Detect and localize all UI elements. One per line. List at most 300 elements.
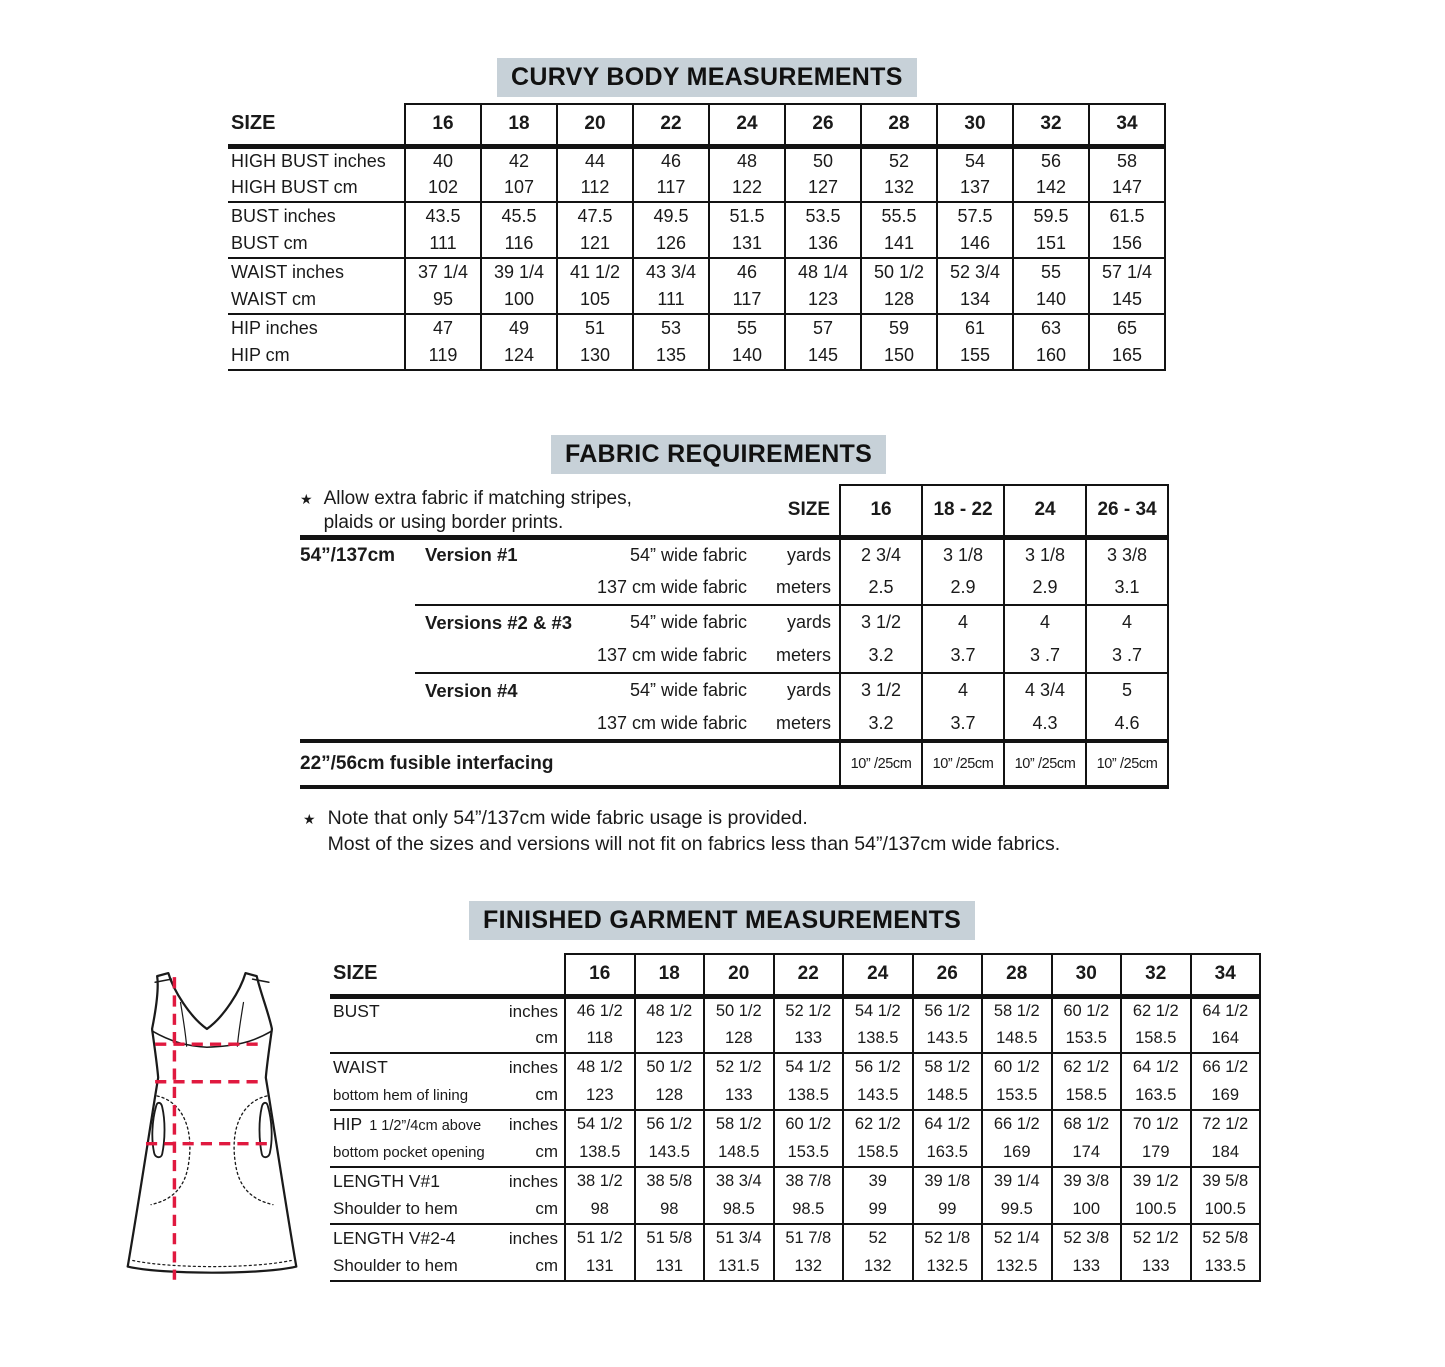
value-cell: 3 .7: [1004, 639, 1086, 673]
value-cell: 3.1: [1086, 571, 1168, 605]
value-cell: 169: [982, 1139, 1052, 1168]
fabric-row-v23-meters: [300, 639, 1168, 673]
value-cell: 51 7/8: [774, 1224, 844, 1253]
value-cell: 141: [861, 230, 937, 258]
value-cell: 123: [635, 1025, 705, 1054]
value-cell: 44: [557, 146, 633, 174]
value-cell: 54 1/2: [843, 996, 913, 1025]
row-label: [330, 1224, 565, 1253]
value-cell: 138.5: [774, 1082, 844, 1111]
value-cell: 39 1/8: [913, 1167, 983, 1196]
value-cell: 111: [405, 230, 481, 258]
value-cell: 117: [709, 286, 785, 314]
value-cell: 56 1/2: [635, 1110, 705, 1139]
unit-label: yards: [763, 673, 840, 707]
value-cell: 52: [843, 1224, 913, 1253]
waist-group: [330, 1053, 1260, 1110]
value-cell: 37 1/4: [405, 258, 481, 286]
unit-label: cm: [535, 1028, 558, 1048]
value-cell: 124: [481, 342, 557, 370]
fabric-size-label: SIZE: [763, 485, 840, 537]
value-cell: 164: [1191, 1025, 1261, 1054]
value-cell: 50 1/2: [635, 1053, 705, 1082]
version-label: Version #1: [425, 544, 518, 566]
measure-name: BUST: [333, 1001, 380, 1021]
value-cell: 131: [635, 1253, 705, 1282]
value-cell: 100: [1052, 1196, 1122, 1225]
value-cell: 158.5: [1121, 1025, 1191, 1054]
fabric-note-line1: Allow extra fabric if matching stripes,: [323, 488, 632, 509]
value-cell: 52 1/4: [982, 1224, 1052, 1253]
value-cell: 43.5: [405, 202, 481, 230]
body-measurements-table: [228, 103, 1166, 371]
value-cell: 134: [937, 286, 1013, 314]
footnote-line2: Most of the sizes and versions will not fit on fabrics less than 54”/137cm wide fabrics.: [327, 832, 1061, 855]
value-cell: 148.5: [913, 1082, 983, 1111]
value-cell: 4 3/4: [1004, 673, 1086, 707]
version-label: [415, 707, 587, 741]
value-cell: 132.5: [982, 1253, 1052, 1282]
unit-label: cm: [535, 1199, 558, 1219]
value-cell: 122: [709, 174, 785, 202]
value-cell: 98.5: [704, 1196, 774, 1225]
row-label: [330, 1167, 565, 1196]
fabric-note-cell: [300, 485, 763, 537]
measure-subnote: Shoulder to hem: [333, 1199, 458, 1219]
size-header-cell: 24: [709, 104, 785, 146]
fabric-note-text: [324, 487, 632, 535]
value-cell: 48 1/4: [785, 258, 861, 286]
value-cell: 119: [405, 342, 481, 370]
value-cell: 135: [633, 342, 709, 370]
row-label: [330, 1025, 565, 1054]
row-label: [330, 1253, 565, 1282]
star-icon: ★: [300, 491, 313, 507]
value-cell: 95: [405, 286, 481, 314]
table-row: [330, 996, 1260, 1025]
fabric-desc: 137 cm wide fabric: [596, 712, 748, 733]
value-cell: 52 1/2: [704, 1053, 774, 1082]
value-cell: 126: [633, 230, 709, 258]
value-cell: 48 1/2: [635, 996, 705, 1025]
value-cell: 45.5: [481, 202, 557, 230]
version-label: Versions #2 & #3: [415, 605, 587, 639]
value-cell: 150: [861, 342, 937, 370]
unit-label: cm: [535, 1256, 558, 1276]
table-row: [228, 286, 1165, 314]
value-cell: 107: [481, 174, 557, 202]
size-header-cell: 26 - 34: [1086, 485, 1168, 537]
value-cell: 64 1/2: [1121, 1053, 1191, 1082]
value-cell: 132.5: [913, 1253, 983, 1282]
row-label: HIP cm: [228, 342, 405, 370]
fabric-footnote-text: [328, 806, 1061, 857]
value-cell: 165: [1089, 342, 1165, 370]
fabric-desc: 54” wide fabric: [587, 673, 763, 707]
size-header-cell: 30: [1052, 954, 1122, 996]
value-cell: 140: [709, 342, 785, 370]
value-cell: 47: [405, 314, 481, 342]
value-cell: 143.5: [843, 1082, 913, 1111]
row-label: BUST cm: [228, 230, 405, 258]
value-cell: 148.5: [982, 1025, 1052, 1054]
table-row: [330, 1139, 1260, 1168]
value-cell: 98.5: [774, 1196, 844, 1225]
measure-note: 1 1/2”/4cm above: [369, 1118, 482, 1135]
value-cell: 102: [405, 174, 481, 202]
fabric-width-label: [300, 707, 415, 741]
value-cell: 48 1/2: [565, 1053, 635, 1082]
table-row: [330, 1053, 1260, 1082]
value-cell: 140: [1013, 286, 1089, 314]
value-cell: 54: [937, 146, 1013, 174]
row-label: [330, 1196, 565, 1225]
value-cell: 46: [709, 258, 785, 286]
size-label: SIZE: [330, 954, 565, 996]
garment-measurements-table: [330, 953, 1261, 1282]
hip-group: [228, 314, 1165, 370]
value-cell: 132: [774, 1253, 844, 1282]
fabric-width-label: [300, 673, 415, 707]
value-cell: 133: [1052, 1253, 1122, 1282]
row-label: BUST inches: [231, 206, 336, 226]
size-header-cell: 24: [843, 954, 913, 996]
value-cell: 39 1/4: [982, 1167, 1052, 1196]
value-cell: 131: [565, 1253, 635, 1282]
fabric-row-v1-yards: [300, 537, 1168, 571]
value-cell: 40: [405, 146, 481, 174]
value-cell: 100.5: [1191, 1196, 1261, 1225]
table-row: [330, 1196, 1260, 1225]
table-row: [228, 146, 1165, 174]
row-label: WAIST inches: [231, 262, 345, 282]
version-label: [415, 639, 587, 673]
fabric-requirements-title: FABRIC REQUIREMENTS: [551, 435, 886, 474]
value-cell: 51 3/4: [704, 1224, 774, 1253]
value-cell: 127: [785, 174, 861, 202]
value-cell: 56: [1013, 146, 1089, 174]
table-row: [330, 1224, 1260, 1253]
unit-label: inches: [508, 1002, 558, 1021]
value-cell: 64 1/2: [913, 1110, 983, 1139]
value-cell: 4.6: [1086, 707, 1168, 741]
value-cell: 38 1/2: [565, 1167, 635, 1196]
size-header-cell: 26: [913, 954, 983, 996]
value-cell: 174: [1052, 1139, 1122, 1168]
fabric-row-v23-yards: [300, 605, 1168, 639]
value-cell: 138.5: [565, 1139, 635, 1168]
size-header-cell: 34: [1191, 954, 1261, 996]
fabric-desc: 54” wide fabric: [629, 544, 748, 565]
unit-label: meters: [776, 712, 832, 733]
value-cell: 66 1/2: [982, 1110, 1052, 1139]
value-cell: 3 3/8: [1086, 537, 1168, 571]
value-cell: 100: [481, 286, 557, 314]
table-row: [228, 258, 1165, 286]
size-header-cell: 16: [405, 104, 481, 146]
value-cell: 51: [557, 314, 633, 342]
value-cell: 105: [557, 286, 633, 314]
value-cell: 63: [1013, 314, 1089, 342]
measure-name: LENGTH V#1: [333, 1171, 440, 1192]
size-header-cell: 26: [785, 104, 861, 146]
value-cell: 46: [633, 146, 709, 174]
unit-label: cm: [535, 1142, 558, 1162]
value-cell: 179: [1121, 1139, 1191, 1168]
size-header-cell: 18: [635, 954, 705, 996]
size-label: SIZE: [228, 104, 405, 146]
value-cell: 57: [785, 314, 861, 342]
value-cell: 48: [709, 146, 785, 174]
measure-subnote: Shoulder to hem: [333, 1256, 458, 1276]
bust-group: [330, 996, 1260, 1053]
unit-label: inches: [508, 1172, 558, 1192]
value-cell: 146: [937, 230, 1013, 258]
fabric-width-label: [300, 605, 415, 639]
value-cell: 145: [1089, 286, 1165, 314]
measure-subnote: bottom hem of lining: [333, 1087, 469, 1105]
length-v1-group: [330, 1167, 1260, 1224]
value-cell: 4: [1086, 605, 1168, 639]
value-cell: 50 1/2: [704, 996, 774, 1025]
star-icon: ★: [303, 811, 316, 827]
value-cell: 99: [913, 1196, 983, 1225]
row-label: [330, 1053, 565, 1082]
fabric-row-v4-yards: [300, 673, 1168, 707]
value-cell: 52 3/4: [937, 258, 1013, 286]
value-cell: 3.2: [840, 639, 922, 673]
measure-name: HIP: [333, 1114, 363, 1135]
fabric-row-v1-meters: [300, 571, 1168, 605]
value-cell: 60 1/2: [982, 1053, 1052, 1082]
value-cell: 5: [1086, 673, 1168, 707]
size-header-cell: 18: [481, 104, 557, 146]
value-cell: 51.5: [709, 202, 785, 230]
high-bust-group: [228, 146, 1165, 202]
fabric-size-header-row: [300, 485, 1168, 537]
value-cell: 52 5/8: [1191, 1224, 1261, 1253]
table-row: [330, 1167, 1260, 1196]
size-header-cell: 24: [1004, 485, 1086, 537]
value-cell: 98: [565, 1196, 635, 1225]
value-cell: 112: [557, 174, 633, 202]
row-label: [330, 1139, 565, 1168]
value-cell: 58 1/2: [704, 1110, 774, 1139]
value-cell: 3.2: [840, 707, 922, 741]
value-cell: 59: [861, 314, 937, 342]
size-header-cell: 22: [774, 954, 844, 996]
value-cell: 131.5: [704, 1253, 774, 1282]
waist-group: [228, 258, 1165, 314]
value-cell: 39 5/8: [1191, 1167, 1261, 1196]
interfacing-value-cell: 10” /25cm: [1004, 741, 1086, 787]
value-cell: 2.9: [1004, 571, 1086, 605]
value-cell: 52 1/8: [913, 1224, 983, 1253]
value-cell: 39 3/8: [1052, 1167, 1122, 1196]
value-cell: 133: [704, 1082, 774, 1111]
value-cell: 143.5: [635, 1139, 705, 1168]
value-cell: 153.5: [774, 1139, 844, 1168]
size-header-cell: 34: [1089, 104, 1165, 146]
value-cell: 60 1/2: [1052, 996, 1122, 1025]
value-cell: 128: [704, 1025, 774, 1054]
value-cell: 55: [709, 314, 785, 342]
table-row: [330, 1025, 1260, 1054]
size-header-cell: 32: [1121, 954, 1191, 996]
value-cell: 58: [1089, 146, 1165, 174]
value-cell: 57.5: [937, 202, 1013, 230]
measure-name: LENGTH V#2-4: [333, 1228, 456, 1249]
size-header-cell: 16: [565, 954, 635, 996]
bust-group: [228, 202, 1165, 258]
value-cell: 4: [922, 605, 1004, 639]
value-cell: 130: [557, 342, 633, 370]
row-label: [330, 1110, 565, 1139]
value-cell: 50: [785, 146, 861, 174]
table-row: [228, 174, 1165, 202]
value-cell: 56 1/2: [913, 996, 983, 1025]
row-label: HIGH BUST inches: [231, 150, 386, 171]
value-cell: 118: [565, 1025, 635, 1054]
value-cell: 160: [1013, 342, 1089, 370]
value-cell: 158.5: [1052, 1082, 1122, 1111]
value-cell: 4: [922, 673, 1004, 707]
value-cell: 131: [709, 230, 785, 258]
value-cell: 39: [843, 1167, 913, 1196]
version-label: Version #4: [415, 673, 587, 707]
value-cell: 62 1/2: [843, 1110, 913, 1139]
value-cell: 72 1/2: [1191, 1110, 1261, 1139]
table-row: [228, 202, 1165, 230]
value-cell: 39 1/2: [1121, 1167, 1191, 1196]
value-cell: 138.5: [843, 1025, 913, 1054]
table-row: [228, 230, 1165, 258]
value-cell: 51 5/8: [635, 1224, 705, 1253]
value-cell: 99.5: [982, 1196, 1052, 1225]
value-cell: 98: [635, 1196, 705, 1225]
value-cell: 49: [481, 314, 557, 342]
value-cell: 61.5: [1089, 202, 1165, 230]
value-cell: 3.7: [922, 707, 1004, 741]
value-cell: 128: [635, 1082, 705, 1111]
fabric-requirements-table: [300, 484, 1169, 789]
size-header-cell: 30: [937, 104, 1013, 146]
value-cell: 52 3/8: [1052, 1224, 1122, 1253]
value-cell: 4.3: [1004, 707, 1086, 741]
value-cell: 38 3/4: [704, 1167, 774, 1196]
value-cell: 156: [1089, 230, 1165, 258]
unit-label: meters: [776, 577, 832, 597]
value-cell: 133.5: [1191, 1253, 1261, 1282]
size-header-cell: 22: [633, 104, 709, 146]
value-cell: 4: [1004, 605, 1086, 639]
value-cell: 55: [1013, 258, 1089, 286]
size-header-cell: 28: [982, 954, 1052, 996]
size-header-cell: 20: [557, 104, 633, 146]
pocket-opening-left: [152, 1103, 164, 1157]
value-cell: 52 1/2: [1121, 1224, 1191, 1253]
value-cell: 42: [481, 146, 557, 174]
body-measurements-title: CURVY BODY MEASUREMENTS: [497, 58, 917, 97]
fabric-width-label: 54”/137cm: [300, 544, 396, 566]
table-row: [330, 1082, 1260, 1111]
pocket-opening-right: [259, 1103, 271, 1157]
unit-label: yards: [763, 605, 840, 639]
value-cell: 50 1/2: [861, 258, 937, 286]
value-cell: 153.5: [1052, 1025, 1122, 1054]
value-cell: 142: [1013, 174, 1089, 202]
value-cell: 163.5: [913, 1139, 983, 1168]
dress-technical-drawing: [110, 968, 314, 1293]
value-cell: 123: [785, 286, 861, 314]
value-cell: 169: [1191, 1082, 1261, 1111]
table-row: [228, 314, 1165, 342]
value-cell: 117: [633, 174, 709, 202]
size-header-row: [228, 104, 1165, 146]
value-cell: 46 1/2: [565, 996, 635, 1025]
value-cell: 153.5: [982, 1082, 1052, 1111]
unit-label: inches: [508, 1058, 558, 1078]
table-row: [330, 1110, 1260, 1139]
value-cell: 3 1/8: [922, 537, 1004, 571]
fabric-desc: 54” wide fabric: [587, 605, 763, 639]
interfacing-value-cell: 10” /25cm: [1086, 741, 1168, 787]
value-cell: 100.5: [1121, 1196, 1191, 1225]
row-label: HIGH BUST cm: [228, 174, 405, 202]
value-cell: 184: [1191, 1139, 1261, 1168]
value-cell: 59.5: [1013, 202, 1089, 230]
value-cell: 47.5: [557, 202, 633, 230]
value-cell: 58 1/2: [913, 1053, 983, 1082]
value-cell: 65: [1089, 314, 1165, 342]
value-cell: 38 7/8: [774, 1167, 844, 1196]
value-cell: 151: [1013, 230, 1089, 258]
value-cell: 3 1/8: [1004, 537, 1086, 571]
measure-subnote: bottom pocket opening: [333, 1144, 485, 1162]
value-cell: 43 3/4: [633, 258, 709, 286]
value-cell: 68 1/2: [1052, 1110, 1122, 1139]
value-cell: 3 1/2: [840, 673, 922, 707]
row-label: [330, 996, 565, 1025]
value-cell: 58 1/2: [982, 996, 1052, 1025]
value-cell: 145: [785, 342, 861, 370]
value-cell: 38 5/8: [635, 1167, 705, 1196]
value-cell: 123: [565, 1082, 635, 1111]
value-cell: 55.5: [861, 202, 937, 230]
measure-name: WAIST: [333, 1057, 388, 1078]
value-cell: 137: [937, 174, 1013, 202]
size-header-cell: 28: [861, 104, 937, 146]
version-label: [415, 571, 587, 605]
hip-group: [330, 1110, 1260, 1167]
fabric-row-v4-meters: [300, 707, 1168, 741]
value-cell: 147: [1089, 174, 1165, 202]
value-cell: 155: [937, 342, 1013, 370]
value-cell: 52 1/2: [774, 996, 844, 1025]
value-cell: 2.5: [840, 571, 922, 605]
garment-measurements-title: FINISHED GARMENT MEASUREMENTS: [469, 901, 975, 940]
table-row: [228, 342, 1165, 370]
value-cell: 60 1/2: [774, 1110, 844, 1139]
value-cell: 3 1/2: [840, 605, 922, 639]
interfacing-value-cell: 10” /25cm: [922, 741, 1004, 787]
size-header-cell: 16: [840, 485, 922, 537]
value-cell: 111: [633, 286, 709, 314]
value-cell: 61: [937, 314, 1013, 342]
value-cell: 148.5: [704, 1139, 774, 1168]
fabric-width-label: [300, 571, 415, 605]
table-row: [330, 1253, 1260, 1282]
